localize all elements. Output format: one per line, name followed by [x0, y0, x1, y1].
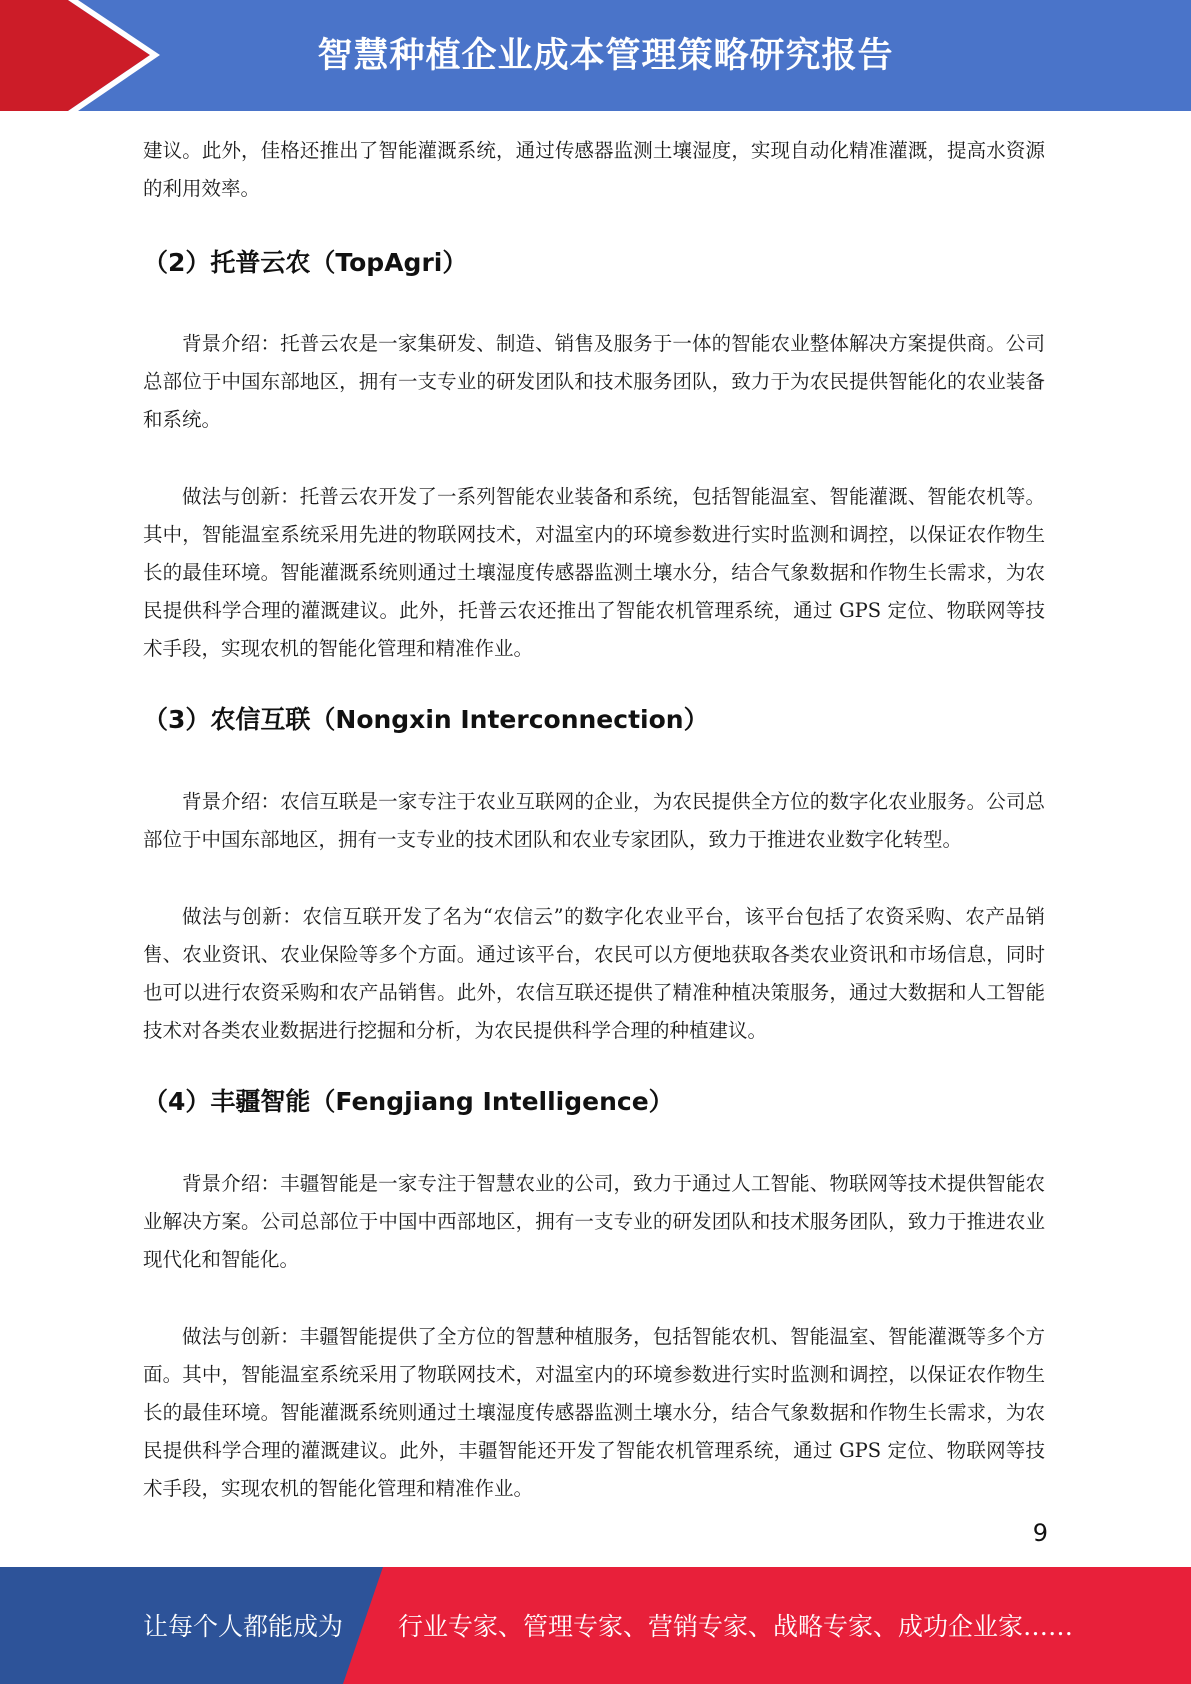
paragraph-topagri-innovation: 做法与创新：托普云农开发了一系列智能农业装备和系统，包括智能温室、智能灌溉、智能农机等。其中，智能温室系统采用先进的物联网技术，对温室内的环境参数进行实时监测和调控，以保证农作物生长的最佳环境。智能灌溉系统则通过土壤湿度传感器监测土壤水分，结合气象数据和作物生长需求，为农民提供科学合理的灌溉建议。此外，托普云农还推出了智能农机管理系统，通过 GPS 定位、物联网等技术手段，实现农机的智能化管理和精准作业。 [143, 485, 1045, 660]
heading-fengjiang: （4）丰疆智能（Fengjiang Intelligence） [143, 1087, 674, 1116]
footer-slogan-left: 让每个人都能成为 [143, 1612, 344, 1641]
paragraph-intro-continued: 建议。此外，佳格还推出了智能灌溉系统，通过传感器监测土壤湿度，实现自动化精准灌溉，提高水资源的利用效率。 [143, 139, 1045, 200]
report-title: 智慧种植企业成本管理策略研究报告 [317, 36, 894, 76]
page-header [0, 0, 1191, 111]
paragraph-fengjiang-innovation: 做法与创新：丰疆智能提供了全方位的智慧种植服务，包括智能农机、智能温室、智能灌溉等多个方面。其中，智能温室系统采用了物联网技术，对温室内的环境参数进行实时监测和调控，以保证农作物生长的最佳环境。智能灌溉系统则通过土壤湿度传感器监测土壤水分，结合气象数据和作物生长需求，为农民提供科学合理的灌溉建议。此外，丰疆智能还开发了智能农机管理系统，通过 GPS 定位、物联网等技术手段，实现农机的智能化管理和精准作业。 [143, 1325, 1045, 1500]
page-footer [0, 1567, 1191, 1684]
heading-nongxin: （3）农信互联（Nongxin Interconnection） [143, 705, 709, 734]
paragraph-topagri-background: 背景介绍：托普云农是一家集研发、制造、销售及服务于一体的智能农业整体解决方案提供商。公司总部位于中国东部地区，拥有一支专业的研发团队和技术服务团队，致力于为农民提供智能化的农业装备和系统。 [143, 332, 1045, 431]
paragraph-nongxin-innovation: 做法与创新：农信互联开发了名为“农信云”的数字化农业平台，该平台包括了农资采购、农产品销售、农业资讯、农业保险等多个方面。通过该平台，农民可以方便地获取各类农业资讯和市场信息，同时也可以进行农资采购和农产品销售。此外，农信互联还提供了精准种植决策服务，通过大数据和人工智能技术对各类农业数据进行挖掘和分析，为农民提供科学合理的种植建议。 [143, 905, 1045, 1042]
footer-slogan-right: 行业专家、管理专家、营销专家、战略专家、成功企业家…… [398, 1612, 1074, 1641]
paragraph-nongxin-background: 背景介绍：农信互联是一家专注于农业互联网的企业，为农民提供全方位的数字化农业服务。公司总部位于中国东部地区，拥有一支专业的技术团队和农业专家团队，致力于推进农业数字化转型。 [143, 790, 1045, 851]
page-number: 9 [1032, 1519, 1048, 1547]
paragraph-fengjiang-background: 背景介绍：丰疆智能是一家专注于智慧农业的公司，致力于通过人工智能、物联网等技术提供智能农业解决方案。公司总部位于中国中西部地区，拥有一支专业的研发团队和技术服务团队，致力于推进农业现代化和智能化。 [143, 1172, 1045, 1271]
heading-topagri: （2）托普云农（TopAgri） [143, 248, 468, 277]
